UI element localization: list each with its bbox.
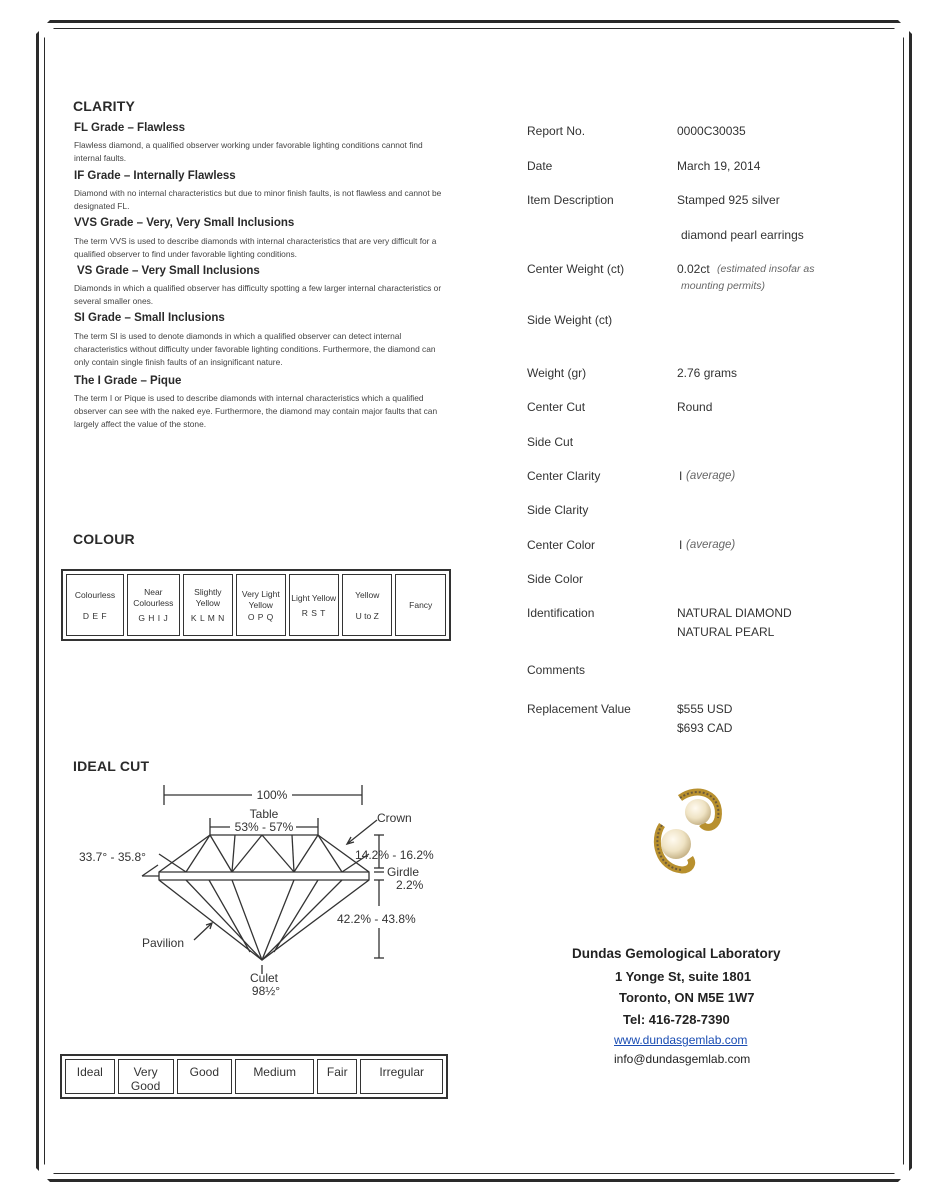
ideal-cut-heading: IDEAL CUT — [73, 758, 150, 774]
diagram-crown-label: Crown — [377, 811, 412, 825]
grade-title-si: SI Grade – Small Inclusions — [74, 312, 225, 324]
colour-cell-name: Light Yellow — [291, 592, 337, 603]
colour-cell-letters: O P Q — [247, 611, 274, 622]
colour-cell — [127, 574, 180, 636]
side-clarity-label: Side Clarity — [527, 503, 589, 517]
lab-website-link[interactable]: www.dundasgemlab.com — [614, 1033, 748, 1047]
earrings-photo — [640, 780, 740, 880]
lab-address-line2: Toronto, ON M5E 1W7 — [619, 990, 755, 1005]
cut-grade-cell: Very Good — [118, 1059, 174, 1094]
clarity-heading: CLARITY — [73, 98, 136, 114]
grade-desc-if: Diamond with no internal characteristics but due to minor finish faults, is not flawless and cannot be designated FL. — [74, 188, 442, 211]
earring-front — [657, 825, 691, 870]
replacement-value-cad: $693 CAD — [677, 721, 733, 735]
replacement-value-label: Replacement Value — [527, 702, 631, 716]
colour-cell-name: Fancy — [409, 600, 433, 610]
center-weight-label: Center Weight (ct) — [527, 262, 625, 276]
colour-cell-letters: U to Z — [355, 610, 379, 621]
colour-cell-name: Colourless — [74, 589, 116, 600]
cut-grade-cell: Irregular — [360, 1059, 443, 1094]
colour-cell — [236, 574, 285, 636]
center-color-value: I — [679, 538, 683, 552]
date-value: March 19, 2014 — [677, 159, 761, 173]
colour-cell-fancy — [395, 574, 446, 636]
grade-title-vs: VS Grade – Very Small Inclusions — [77, 265, 260, 277]
diagram-culet-label: Culet — [249, 971, 279, 985]
side-color-label: Side Color — [527, 572, 584, 586]
diagram-table-range: 53% - 57% — [234, 820, 294, 834]
colour-cell — [66, 574, 124, 636]
lab-address-line1: 1 Yonge St, suite 1801 — [615, 969, 752, 984]
diagram-pavilion-depth: 42.2% - 43.8% — [337, 912, 416, 926]
cut-grade-cell: Good — [177, 1059, 233, 1094]
item-description-value: Stamped 925 silver — [677, 193, 780, 207]
report-no-value: 0000C30035 — [677, 124, 746, 138]
diamond-proportions-diagram — [72, 780, 452, 1005]
cut-grade-cell: Ideal — [65, 1059, 115, 1094]
center-weight-note-line2: mounting permits) — [681, 280, 766, 292]
diagram-pavilion-label: Pavilion — [142, 936, 185, 950]
lab-telephone: Tel: 416-728-7390 — [623, 1012, 730, 1027]
diagram-table-label: Table — [249, 807, 279, 821]
colour-cell-name: Yellow — [355, 589, 380, 600]
center-cut-label: Center Cut — [527, 400, 586, 414]
center-clarity-note: (average) — [686, 470, 736, 482]
center-clarity-value: I — [679, 469, 683, 483]
grade-title-pique: The I Grade – Pique — [74, 375, 182, 387]
grade-desc-si: The term SI is used to denote diamonds in which a qualified observer can detect internal characteristics without difficulty under favorable lighting conditions. Furthermore, the diamond can only contain single finish faults of an insignificant nature. — [74, 331, 436, 367]
cut-grade-cell: Medium — [235, 1059, 314, 1094]
item-description-value-line2: diamond pearl earrings — [681, 228, 804, 242]
center-weight-note: (estimated insofar as — [717, 263, 815, 275]
diagram-girdle-label: Girdle — [387, 865, 420, 879]
center-clarity-label: Center Clarity — [527, 469, 601, 483]
colour-cell-name: Slightly Yellow — [194, 587, 222, 608]
replacement-value-usd: $555 USD — [677, 702, 733, 716]
identification-label: Identification — [527, 606, 595, 620]
diagram-crown-angle: 33.7° - 35.8° — [79, 850, 146, 864]
cut-grade-cell: Fair — [317, 1059, 357, 1094]
diagram-girdle-value: 2.2% — [396, 878, 424, 892]
identification-value: NATURAL DIAMOND — [677, 606, 792, 620]
diagram-crown-height: 14.2% - 16.2% — [355, 848, 434, 862]
grade-title-fl: FL Grade – Flawless — [74, 122, 186, 134]
grade-title-vvs: VVS Grade – Very, Very Small Inclusions — [74, 217, 295, 229]
colour-heading: COLOUR — [73, 531, 135, 547]
center-cut-value: Round — [677, 400, 713, 414]
grade-title-if: IF Grade – Internally Flawless — [74, 170, 236, 182]
colour-scale-table — [61, 569, 451, 641]
side-weight-label: Side Weight (ct) — [527, 313, 613, 327]
colour-cell — [342, 574, 392, 636]
colour-cell-letters: R S T — [301, 607, 326, 618]
center-color-note: (average) — [686, 539, 736, 551]
cut-grade-table — [60, 1054, 448, 1099]
colour-cell — [289, 574, 339, 636]
side-cut-label: Side Cut — [527, 435, 574, 449]
grade-desc-pique: The term I or Pique is used to describe diamonds with internal characteristics which a qualified observer can see with the naked eye. Furthermore, the diamond may contain major faults that can largely affect the value of the stone. — [74, 393, 438, 429]
lab-name: Dundas Gemological Laboratory — [572, 946, 781, 961]
grade-desc-vvs: The term VVS is used to describe diamonds with internal characteristics that are very difficult for a qualified observer to find under favorable lighting conditions. — [74, 236, 437, 259]
identification-value-line2: NATURAL PEARL — [677, 625, 775, 639]
colour-cell-name: Near Colourless — [133, 587, 174, 608]
date-label: Date — [527, 159, 553, 173]
report-no-label: Report No. — [527, 124, 586, 138]
weight-gr-label: Weight (gr) — [527, 366, 587, 380]
weight-gr-value: 2.76 grams — [677, 366, 738, 380]
colour-cell-letters: G H I J — [138, 613, 169, 623]
item-description-label: Item Description — [527, 193, 614, 207]
center-weight-value: 0.02ct — [677, 262, 710, 276]
earring-back — [680, 792, 718, 827]
colour-cell-letters: D E F — [82, 610, 108, 621]
grade-desc-vs: Diamonds in which a qualified observer has difficulty spotting a few larger internal characteristics or several smaller ones. — [74, 283, 442, 306]
colour-cell — [183, 574, 233, 636]
colour-cell-name: Very Light Yellow — [241, 588, 280, 610]
diagram-total-label: 100% — [256, 788, 288, 802]
center-color-label: Center Color — [527, 538, 596, 552]
diagram-culet-value: 98½° — [251, 984, 281, 998]
lab-email: info@dundasgemlab.com — [614, 1052, 751, 1066]
colour-cell-letters: K L M N — [190, 613, 225, 623]
grade-desc-fl: Flawless diamond, a qualified observer working under favorable lighting conditions cannot find internal faults. — [74, 140, 423, 163]
comments-label: Comments — [527, 663, 586, 677]
